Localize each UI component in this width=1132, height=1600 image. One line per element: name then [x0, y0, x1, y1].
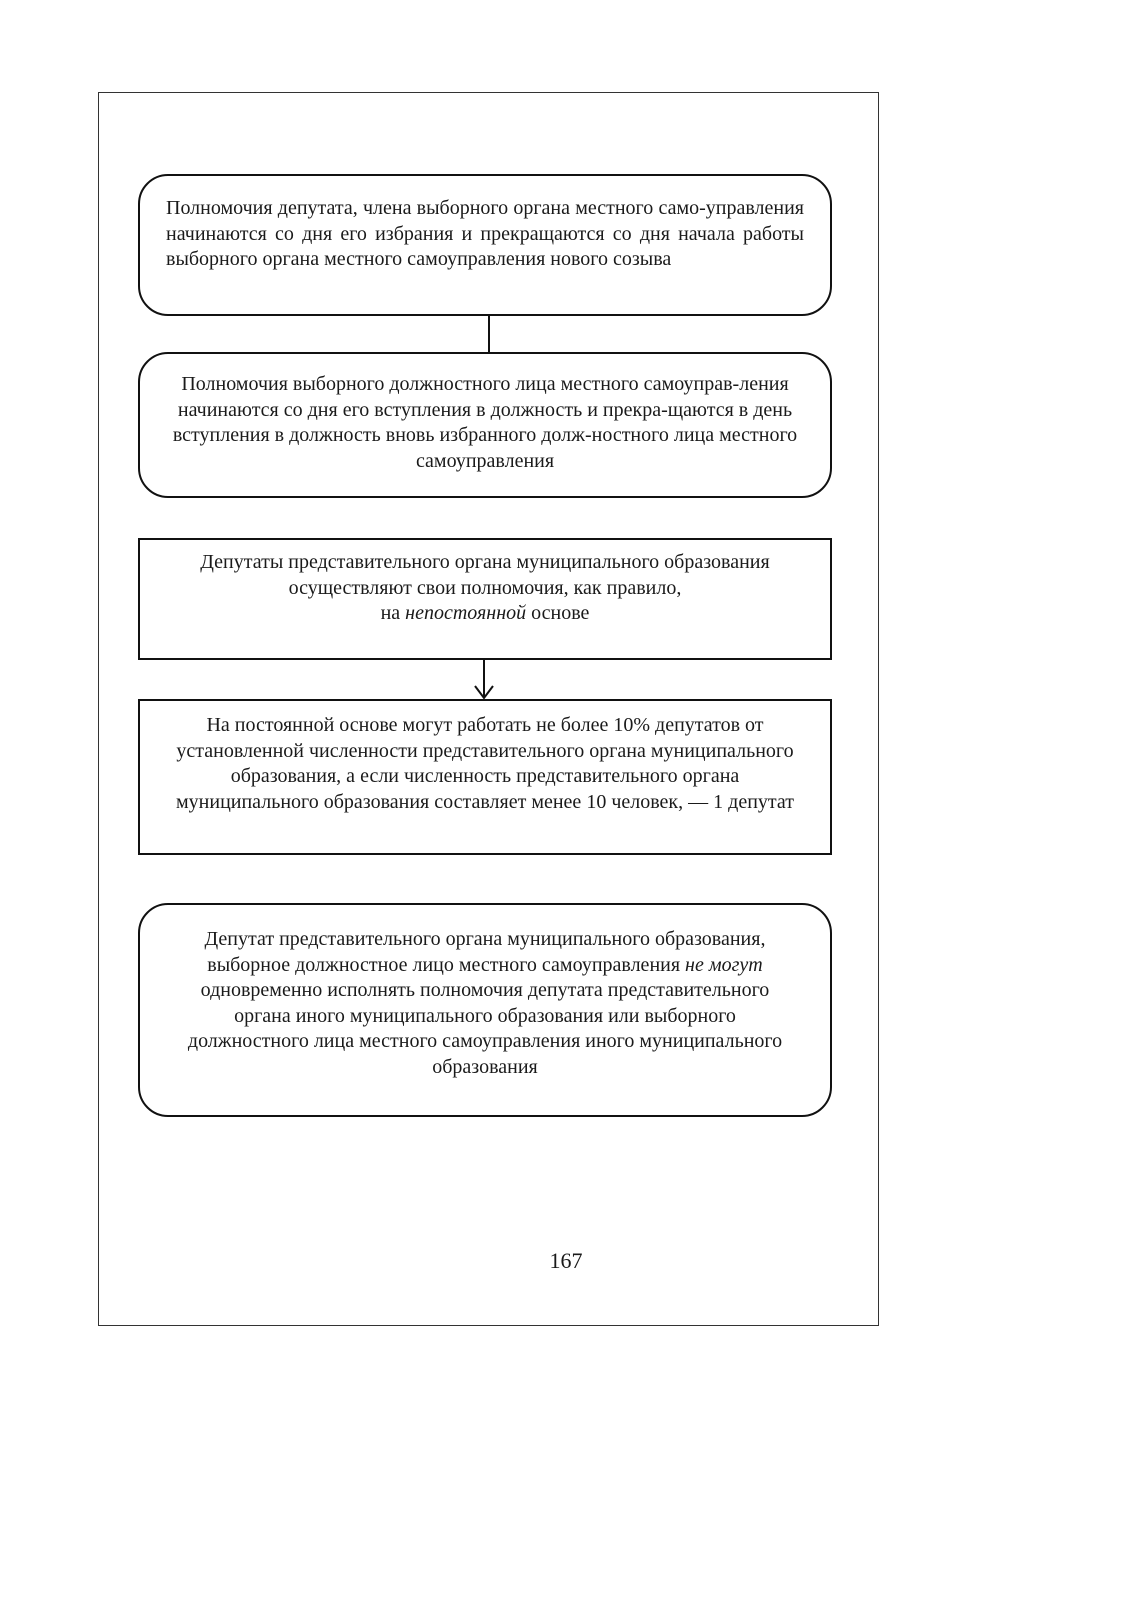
box-permanent-basis-limit-text: На постоянной основе могут работать не более 10% депутатов от установленной численности представительного органа муниципального образования, а если численность представительного органа муниципального образования составляет менее 10 человек, — 1 депутат [176, 714, 794, 813]
box-incompatibility-line2-before: выборное должностное лицо местного самоуправления [207, 953, 686, 976]
box-official-powers-term [138, 352, 832, 498]
box-non-permanent-basis [138, 538, 832, 660]
box-non-permanent-basis-line1: Депутаты представительного органа муниципального образования [200, 551, 770, 573]
box-incompatibility-rest: одновременно исполнять полномочия депутата представительного органа иного муниципального образования или выборного должностного лица местного самоуправления иного муниципального образования [187, 979, 783, 1078]
box-incompatibility-line1: Депутат представительного органа муниципального образования, [204, 928, 766, 950]
box-deputy-powers-term [138, 174, 832, 316]
arrow-down-icon [472, 658, 496, 700]
box-non-permanent-basis-line2: осуществляют свои полномочия, как правило, [288, 576, 682, 599]
box-non-permanent-basis-line3-before: на [380, 602, 406, 624]
box-non-permanent-basis-line3 [152, 601, 818, 627]
box-deputy-powers-term-text: Полномочия депутата, члена выборного органа местного само-управления начинаются со дня его избрания и прекращаются со дня начала работы выборного органа местного самоуправления нового созыва [166, 197, 804, 270]
box-permanent-basis-limit [138, 699, 832, 855]
connector-line [488, 316, 490, 352]
box-incompatibility [138, 903, 832, 1117]
box-non-permanent-basis-line3-after: основе [526, 602, 590, 624]
box-incompatibility-line2 [158, 953, 812, 979]
box-incompatibility-emphasis: не могут [685, 953, 763, 976]
box-official-powers-term-text: Полномочия выборного должностного лица местного самоуправ-ления начинаются со дня его вступления в должность и прекра-щаются в день вступления в должность вновь избранного долж-ностного лица местного самоуправления [172, 373, 798, 472]
box-non-permanent-basis-emphasis: непостоянной [405, 602, 527, 624]
page-number: 167 [549, 1248, 583, 1273]
